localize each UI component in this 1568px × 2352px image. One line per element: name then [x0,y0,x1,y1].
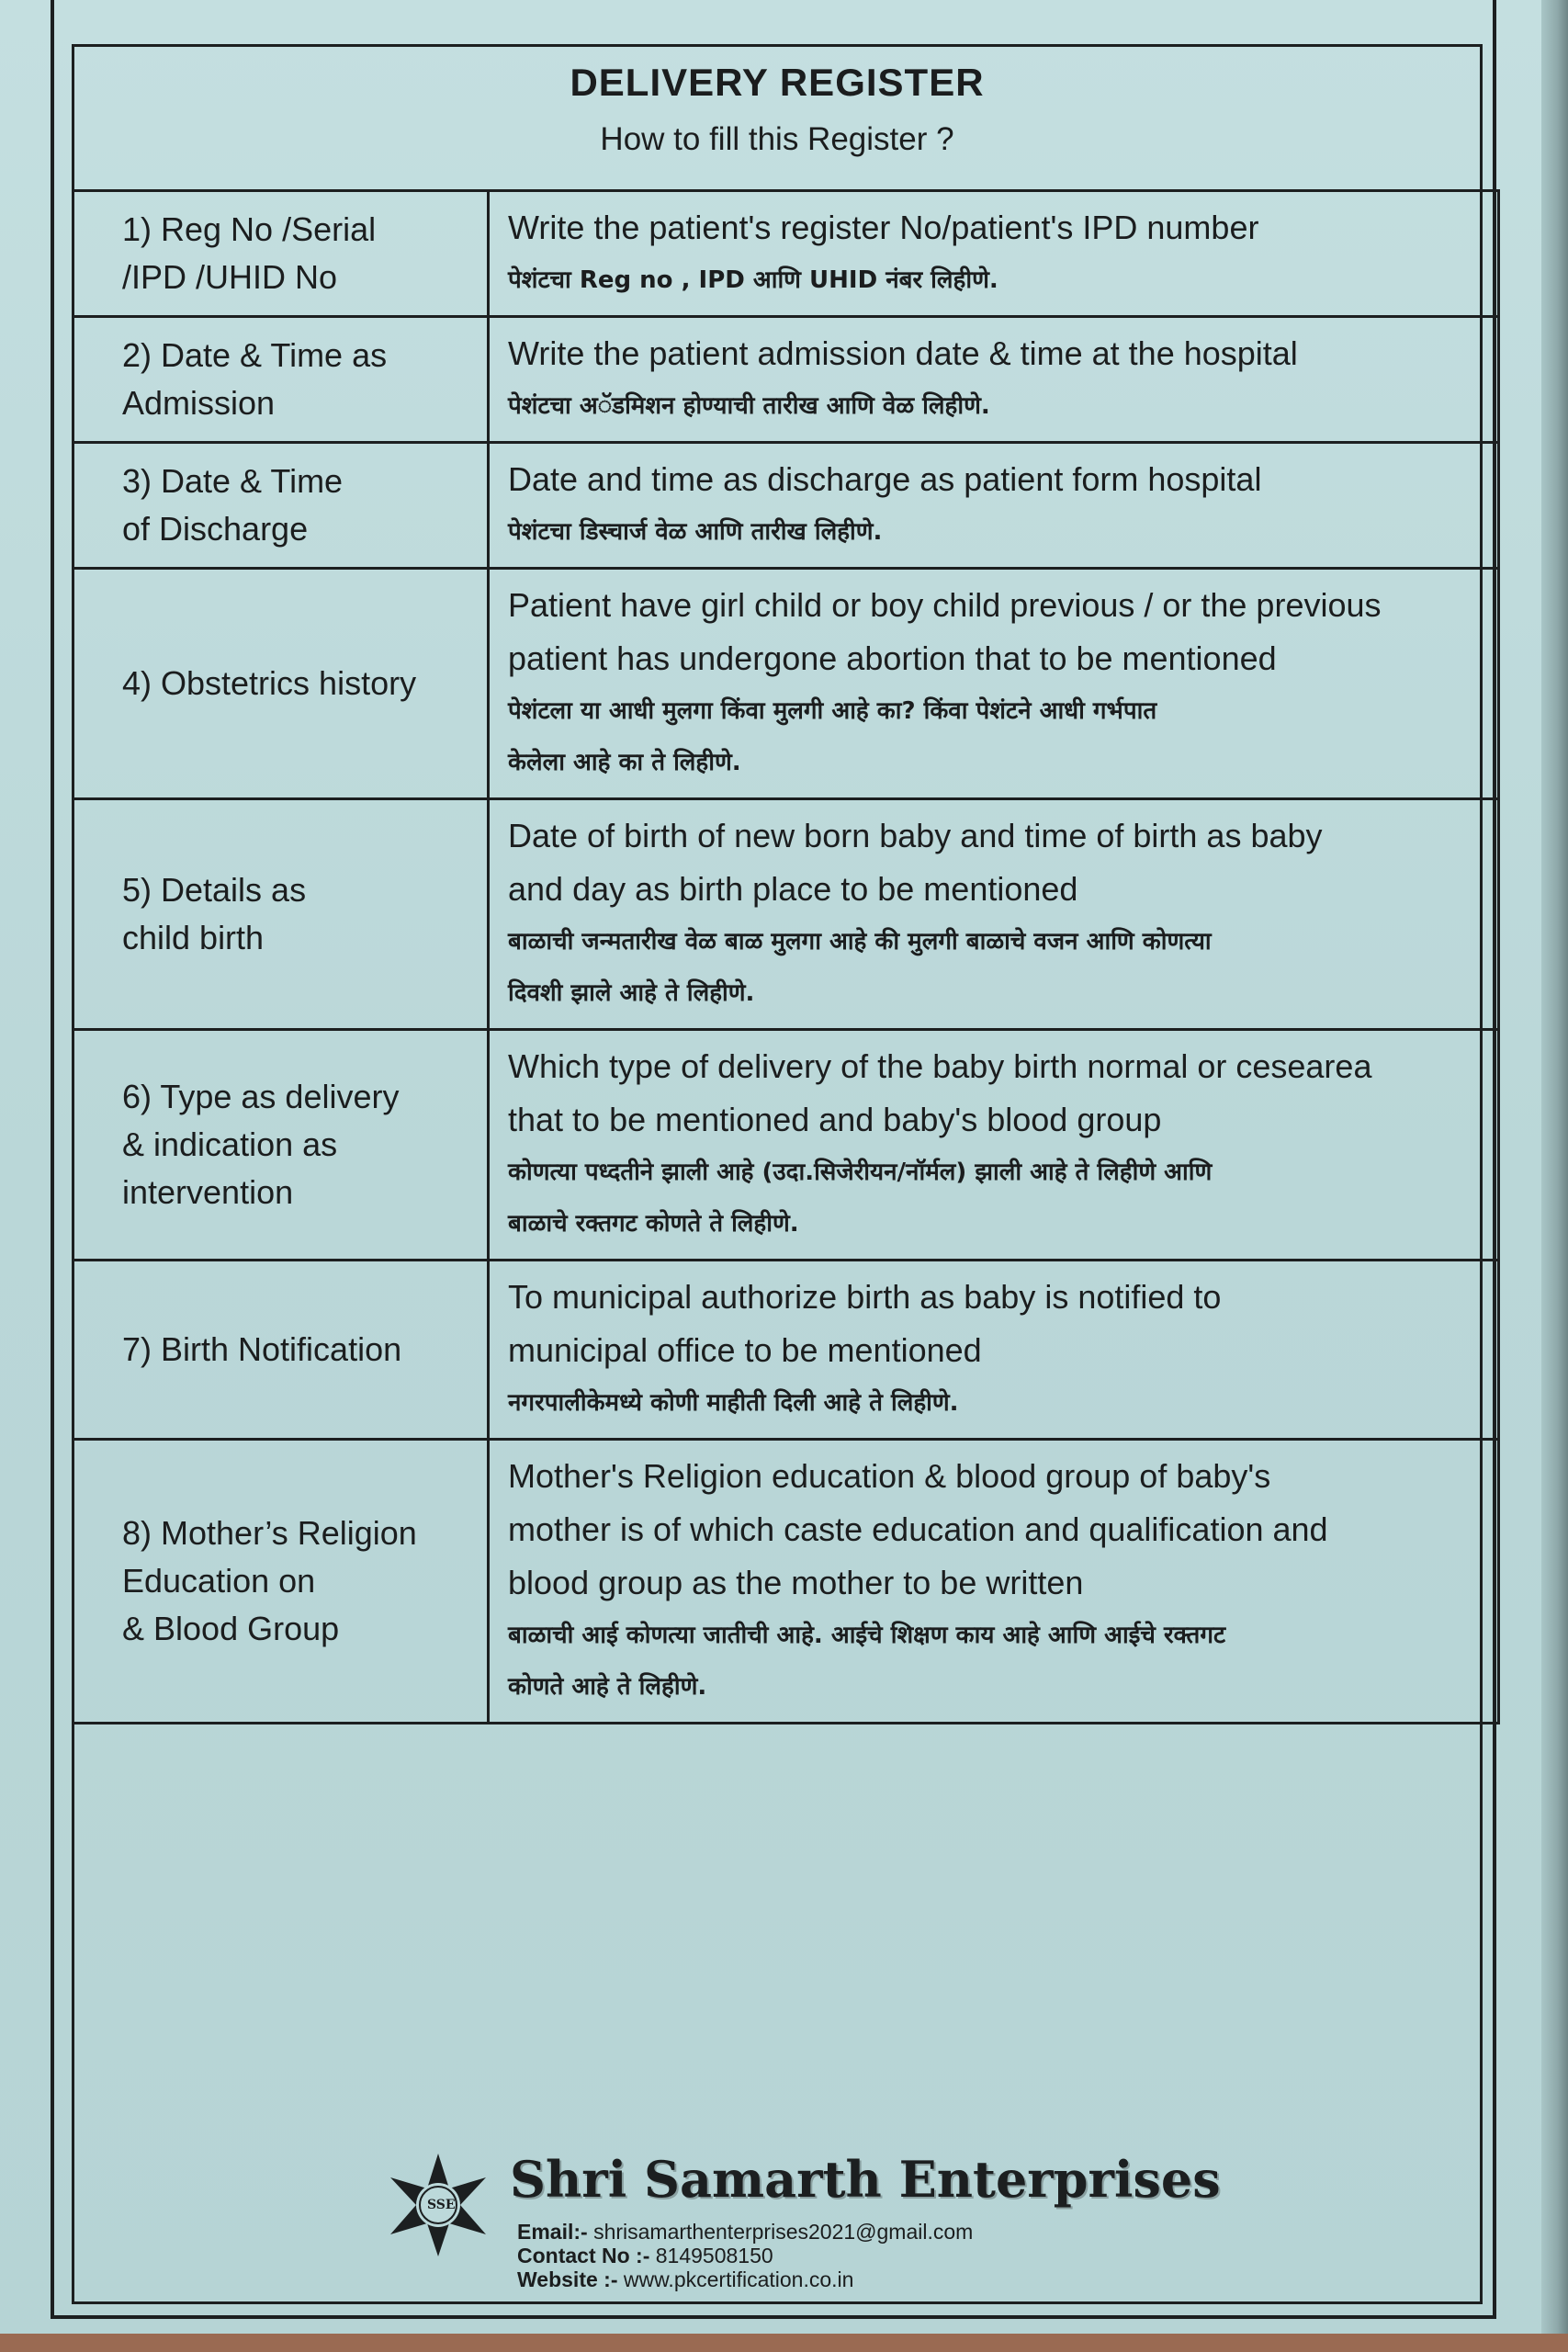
description-marathi: नगरपालीकेमध्ये कोणी माहीती दिली आहे ते लिहीणे. [508,1389,959,1417]
company-logo [383,2150,493,2260]
field-description [489,569,1499,799]
company-name: Shri Samarth Enterprises [510,2150,1221,2209]
contact-line [517,2244,773,2268]
register-header [72,44,1483,195]
page-edge-shadow [1541,0,1568,2352]
table-row [73,1440,1499,1724]
page-subtitle: How to fill this Register ? [600,121,954,157]
field-name: 4) Obstetrics history [73,569,489,799]
field-name: 5) Details as child birth [73,799,489,1030]
description-english: Patient have girl child or boy child previous / or the previous patient has undergone abortion that to be mentioned [508,586,1382,677]
field-description [489,1030,1499,1261]
table-row [73,317,1499,443]
field-description [489,1440,1499,1724]
table-row [73,443,1499,569]
description-marathi: कोणत्या पध्दतीने झाली आहे (उदा.सिजेरीयन/नॉर्मल) झाली आहे ते लिहीणे आणि बाळाचे रक्तगट कोणते ते लिहीणे. [508,1159,1213,1238]
contact-label: Contact No :- [517,2244,650,2267]
website-label: Website :- [517,2267,618,2291]
description-marathi: पेशंटचा Reg no , IPD आणि UHID नंबर लिहीणे. [508,266,998,294]
logo-initials: SSE [427,2198,456,2212]
description-english: Date of birth of new born baby and time of birth as baby and day as birth place to be mentioned [508,817,1323,908]
table-row [73,191,1499,317]
page-title: DELIVERY REGISTER [570,61,985,104]
description-english: Write the patient admission date & time at the hospital [508,334,1298,372]
field-description [489,443,1499,569]
contact-value: 8149508150 [655,2244,773,2267]
table-row [73,799,1499,1030]
email-line [517,2220,973,2245]
field-name: 3) Date & Time of Discharge [73,443,489,569]
website-line [517,2267,853,2292]
field-name: 2) Date & Time as Admission [73,317,489,443]
field-name: 7) Birth Notification [73,1261,489,1440]
email-value: shrisamarthenterprises2021@gmail.com [593,2220,974,2244]
table-row [73,1261,1499,1440]
field-name: 1) Reg No /Serial /IPD /UHID No [73,191,489,317]
field-name: 6) Type as delivery & indication as intervention [73,1030,489,1261]
description-marathi: पेशंटचा अॅडमिशन होण्याची तारीख आणि वेळ लिहीणे. [508,392,990,420]
description-english: Which type of delivery of the baby birth normal or cesearea that to be mentioned and baby's blood group [508,1047,1372,1138]
description-marathi: बाळाची जन्मतारीख वेळ बाळ मुलगा आहे की मुलगी बाळाचे वजन आणि कोणत्या दिवशी झाले आहे ते लिहीणे. [508,928,1212,1007]
description-english: Write the patient's register No/patient's IPD number [508,209,1259,246]
description-english: Date and time as discharge as patient form hospital [508,460,1262,498]
company-footer [372,2141,1221,2297]
description-english: To municipal authorize birth as baby is notified to municipal office to be mentioned [508,1278,1222,1369]
description-english: Mother's Religion education & blood group of baby's mother is of which caste education and qualification and blood group as the mother to be written [508,1457,1328,1601]
table-row [73,1030,1499,1261]
email-label: Email:- [517,2220,588,2244]
description-marathi: पेशंटला या आधी मुलगा किंवा मुलगी आहे का? किंवा पेशंटने आधी गर्भपात केलेला आहे का ते लिहीणे. [508,697,1157,776]
field-name: 8) Mother’s Religion Education on & Blood Group [73,1440,489,1724]
website-value: www.pkcertification.co.in [623,2267,854,2291]
instructions-table [72,189,1500,1724]
description-marathi: बाळाची आई कोणत्या जातीची आहे. आईचे शिक्षण काय आहे आणि आईचे रक्तगट कोणते आहे ते लिहीणे. [508,1622,1226,1701]
table-row [73,569,1499,799]
description-marathi: पेशंटचा डिस्चार्ज वेळ आणि तारीख लिहीणे. [508,518,883,546]
table-surface [0,2334,1568,2352]
field-description [489,317,1499,443]
field-description [489,1261,1499,1440]
field-description [489,799,1499,1030]
field-description [489,191,1499,317]
